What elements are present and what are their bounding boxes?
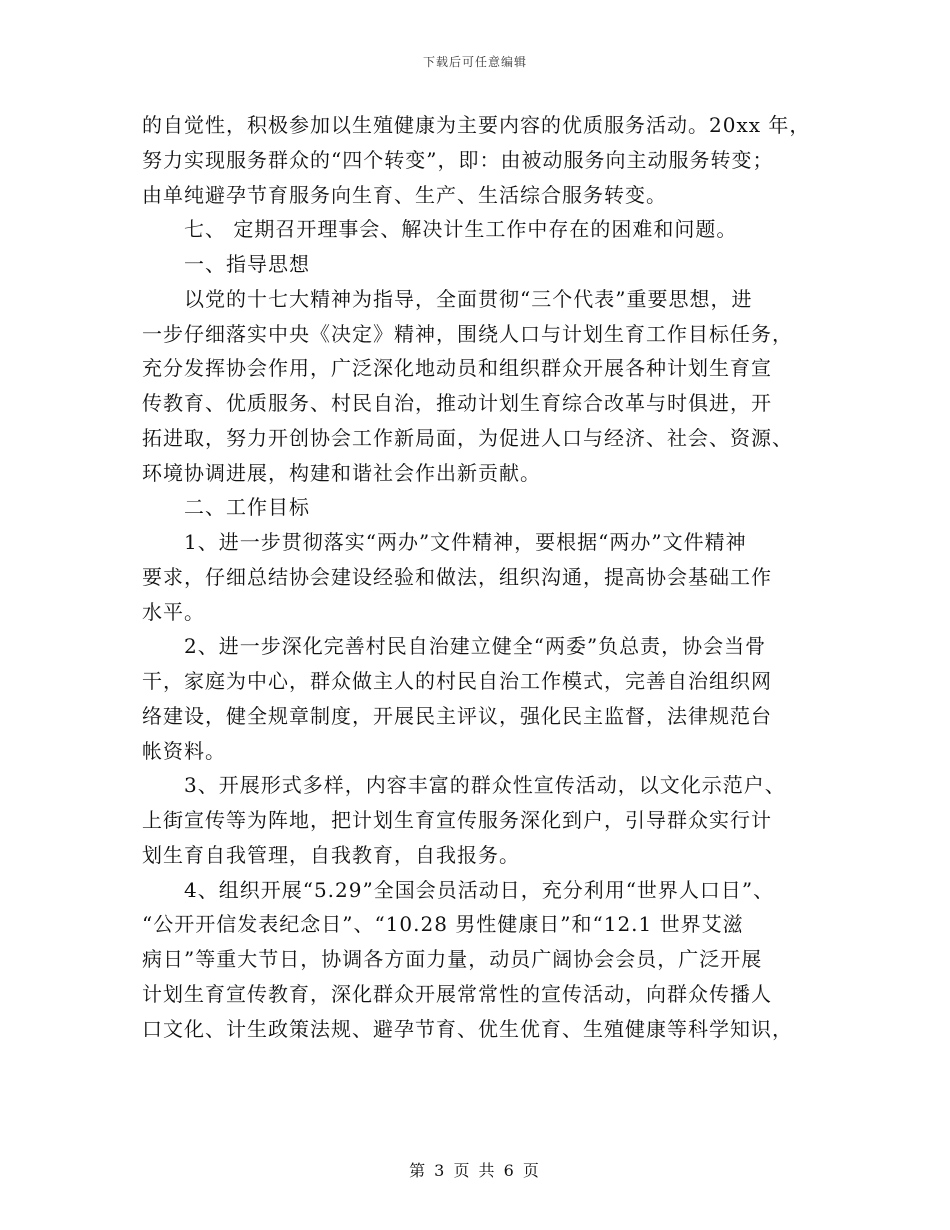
document-body (142, 108, 822, 1046)
text-line: 上街宣传等为阵地，把计划生育宣传服务深化到户，引导群众实行计 (142, 808, 772, 832)
text-line: 计划生育宣传教育，深化群众开展常常性的宣传活动，向群众传播人 (142, 981, 772, 1006)
text-line: 传教育、优质服务、村民自治，推动计划生育综合改革与时俱进，开 (142, 391, 772, 415)
text-line: 水平。 (142, 599, 205, 624)
text-line: 由单纯避孕节育服务向生育、生产、生活综合服务转变。 (142, 182, 667, 207)
text-line: 环境协调进展，构建和谐社会作出新贡献。 (142, 460, 541, 485)
text-line: 一步仔细落实中央《决定》精神，围绕人口与计划生育工作目标任务， (142, 321, 793, 346)
text-line: 二、工作目标 (184, 495, 310, 520)
text-line: 充分发挥协会作用，广泛深化地动员和组织群众开展各种计划生育宣 (142, 356, 772, 381)
text-line: 的自觉性，积极参加以生殖健康为主要内容的优质服务活动。20xx 年， (142, 113, 811, 137)
text-line: “公开开信发表纪念日”、“10.28 男性健康日”和“12.1 世界艾滋 (142, 912, 744, 937)
text-line: 拓进取，努力开创协会工作新局面，为促进人口与经济、社会、资源、 (142, 425, 793, 450)
text-line: 1、进一步贯彻落实“两办”文件精神，要根据“两办”文件精神 (184, 530, 747, 554)
page-header: 下载后可任意编辑 (422, 55, 527, 69)
page-number: 第 3 页 共 6 页 (409, 1161, 541, 1180)
text-line: 3、开展形式多样，内容丰富的群众性宣传活动，以文化示范户、 (184, 773, 786, 798)
text-line: 以党的十七大精神为指导，全面贯彻“三个代表”重要思想，进 (184, 286, 753, 311)
text-line: 络建设，健全规章制度，开展民主评议，强化民主监督，法律规范台 (142, 703, 772, 728)
text-line: 划生育自我管理，自我教育，自我报务。 (142, 842, 520, 867)
text-line: 七、 定期召开理事会、解决计生工作中存在的困难和问题。 (184, 217, 738, 242)
text-line: 努力实现服务群众的“四个转变”，即：由被动服务向主动服务转变； (142, 147, 774, 172)
text-line: 干，家庭为中心，群众做主人的村民自治工作模式，完善自治组织网 (142, 669, 772, 693)
text-line: 帐资料。 (142, 738, 226, 763)
text-line: 口文化、计生政策法规、避孕节育、优生优育、生殖健康等科学知识， (142, 1016, 793, 1041)
text-line: 2、进一步深化完善村民自治建立健全“两委”负总责，协会当骨 (184, 634, 767, 659)
text-line: 病日”等重大节日，协调各方面力量，动员广阔协会会员，广泛开展 (142, 947, 763, 971)
text-line: 4、组织开展“5.29”全国会员活动日，充分利用“世界人口日”、 (184, 877, 775, 902)
text-line: 要求，仔细总结协会建设经验和做法，组织沟通，提高协会基础工作 (142, 564, 772, 589)
text-line: 一、指导思想 (184, 252, 310, 276)
